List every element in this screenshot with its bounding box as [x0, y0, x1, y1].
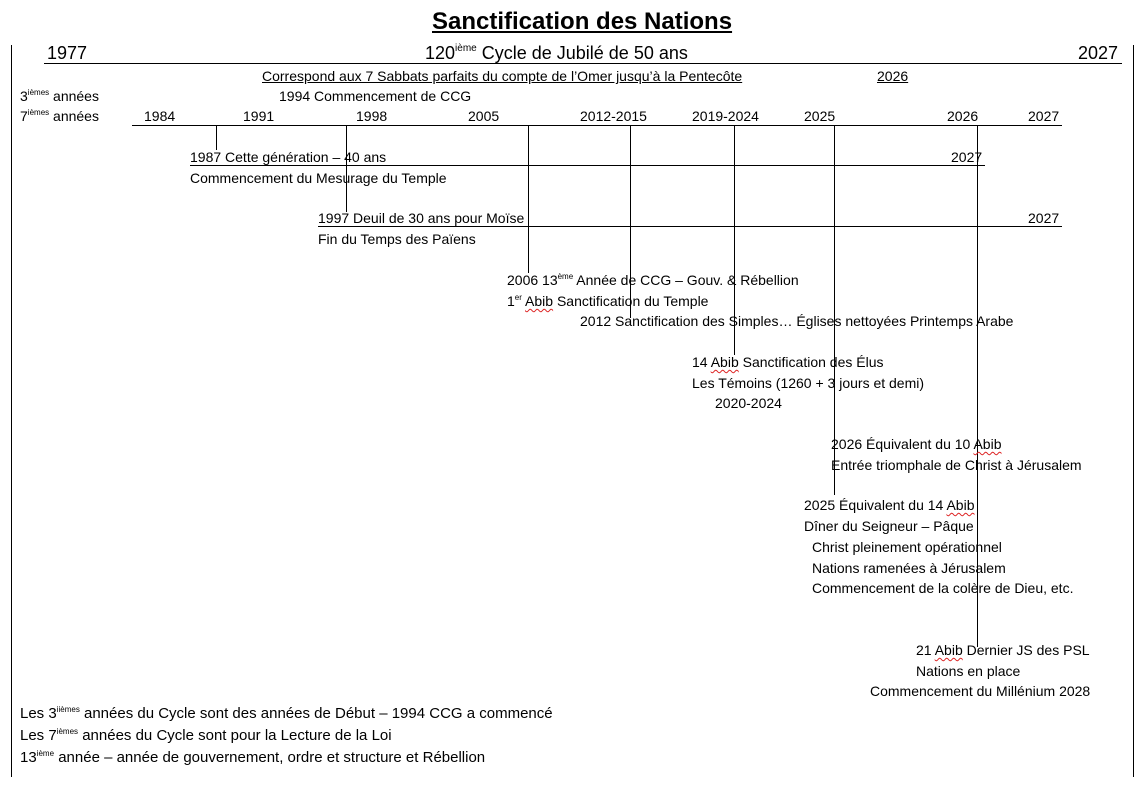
year-start: 1977: [47, 43, 88, 63]
connector-1987: [216, 125, 217, 150]
page-title: Sanctification des Nations: [432, 8, 733, 35]
omer-text: Correspond aux 7 Sabbats parfaits du compte de l’Omer jusqu’à la Pentecôte: [262, 68, 743, 84]
year-2012-2015: 2012-2015: [580, 108, 647, 124]
connector-2012: [630, 125, 631, 318]
event-elus: [692, 354, 883, 371]
cycle-title: [425, 42, 688, 64]
abib1-word: Abib: [525, 293, 554, 309]
event-abib1: [507, 293, 708, 310]
cycle-sup: ième: [455, 43, 477, 54]
year-1984: 1984: [144, 108, 176, 124]
footer-note-2: [20, 727, 392, 744]
cycle-number: 120: [425, 43, 456, 63]
f2-sup: ièmes: [56, 727, 79, 736]
event-2025-line-3: Nations ramenées à Jérusalem: [812, 560, 1006, 576]
connector-2006: [528, 125, 529, 273]
ccg-start: 1994 Commencement de CCG: [279, 88, 472, 104]
year-2027: 2027: [1028, 108, 1060, 124]
right-border: [1133, 45, 1134, 777]
year-2019-2024: 2019-2024: [692, 108, 759, 124]
third-years-label: [20, 88, 99, 105]
e2026-word: Abib: [973, 436, 1002, 452]
e2025-pre: 2025 Équivalent du 14: [804, 497, 947, 513]
year-2005: 2005: [468, 108, 500, 124]
year-1998: 1998: [356, 108, 388, 124]
moise-label: 1997 Deuil de 30 ans pour Moïse: [318, 210, 525, 226]
e2026-pre: 2026 Équivalent du 10: [831, 436, 974, 452]
f3-a: 13: [20, 749, 37, 766]
gen-end: 2027: [951, 149, 983, 165]
abib1-num: 1: [507, 293, 515, 309]
f2-b: années du Cycle sont pour la Lecture de la Loi: [78, 727, 392, 744]
f3-b: année – année de gouvernement, ordre et structure et Rébellion: [54, 749, 486, 766]
event-2025: [804, 497, 975, 514]
elus-pre: 14: [692, 354, 711, 370]
cycle-rest: Cycle de Jubilé de 50 ans: [476, 43, 688, 63]
moise-sub: Fin du Temps des Païens: [318, 231, 476, 247]
cycle-line: [44, 63, 1122, 64]
third-num: 3: [20, 88, 28, 104]
connector-1997: [346, 125, 347, 212]
seventh-years-label: [20, 108, 99, 125]
e21-word: Abib: [934, 642, 963, 658]
elus-word: Abib: [710, 354, 739, 370]
gen-label: 1987 Cette génération – 40 ans: [190, 149, 387, 165]
event-2026: [831, 436, 1002, 453]
abib1-sup: er: [514, 293, 522, 302]
e2006-b: Année de CCG – Gouv. & Rébellion: [573, 272, 799, 288]
year-1991: 1991: [243, 108, 275, 124]
footer-note-3: [20, 749, 485, 766]
gen-line: [190, 165, 985, 166]
f3-sup: ième: [36, 749, 55, 758]
f1-b: années du Cycle sont des années de Début – 1994 CCG a commencé: [79, 705, 553, 722]
left-border: [11, 45, 12, 777]
event-2026-sub: Entrée triomphale de Christ à Jérusalem: [831, 457, 1082, 473]
year-end: 2027: [1078, 43, 1119, 63]
e2025-word: Abib: [946, 497, 975, 513]
year-2025: 2025: [804, 108, 836, 124]
moise-line: [318, 226, 1062, 227]
event-21abib: [916, 642, 1090, 659]
omer-year: 2026: [877, 68, 909, 84]
moise-end: 2027: [1028, 210, 1060, 226]
event-21abib-line-2: Nations en place: [916, 663, 1021, 679]
e2006-a: 2006 13: [507, 272, 558, 288]
e21-rest: Dernier JS des PSL: [962, 642, 1090, 658]
event-temoins-years: 2020-2024: [715, 395, 782, 411]
f1-sup: iièmes: [56, 705, 80, 714]
gen-sub: Commencement du Mesurage du Temple: [190, 170, 447, 186]
third-rest: années: [49, 88, 99, 104]
f1-a: Les 3: [20, 705, 57, 722]
event-2025-line-1: Dîner du Seigneur – Pâque: [804, 518, 974, 534]
seventh-sup: ièmes: [27, 108, 50, 117]
event-21abib-line-3: Commencement du Millénium 2028: [870, 683, 1091, 699]
year-2026: 2026: [947, 108, 979, 124]
footer-note-1: [20, 705, 553, 722]
main-timeline: [132, 125, 1062, 126]
f2-a: Les 7: [20, 727, 57, 744]
e2006-sup: ème: [557, 272, 574, 281]
seventh-num: 7: [20, 108, 28, 124]
event-2025-line-2: Christ pleinement opérationnel: [812, 539, 1002, 555]
elus-rest: Sanctification des Élus: [738, 354, 884, 370]
e21-pre: 21: [916, 642, 935, 658]
event-temoins: Les Témoins (1260 + 3 jours et demi): [692, 375, 925, 391]
third-sup: ièmes: [27, 88, 50, 97]
abib1-rest: Sanctification du Temple: [553, 293, 709, 309]
event-2012: 2012 Sanctification des Simples… Églises nettoyées Printemps Arabe: [580, 313, 1014, 329]
event-2006: [507, 272, 799, 289]
event-2025-line-4: Commencement de la colère de Dieu, etc.: [812, 580, 1074, 596]
seventh-rest: années: [49, 108, 99, 124]
